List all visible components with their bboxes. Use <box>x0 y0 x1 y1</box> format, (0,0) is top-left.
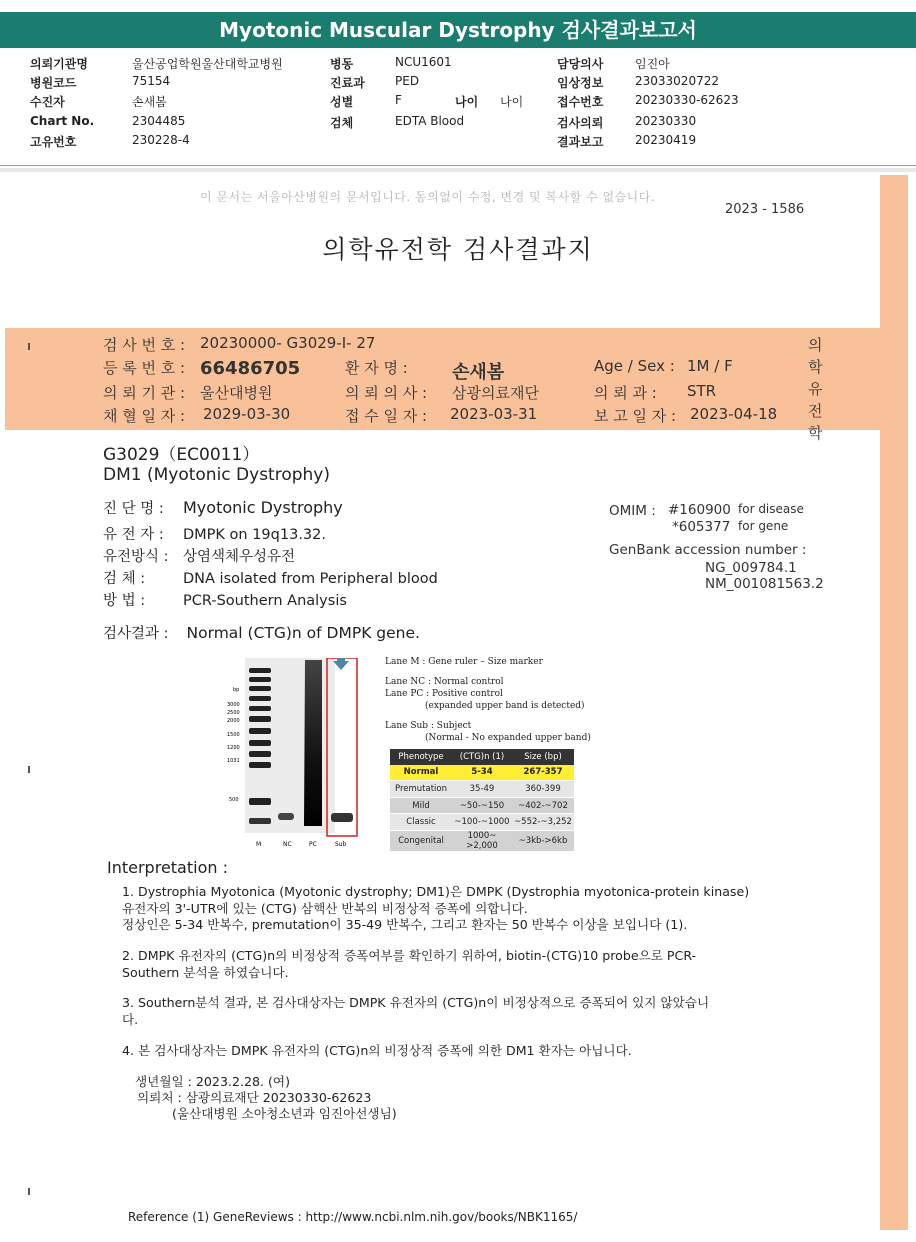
unique-value: 230228-4 <box>132 133 190 147</box>
test-name: DM1 (Myotonic Dystrophy) <box>103 465 331 485</box>
info-label: 방 법 : <box>103 593 146 609</box>
genbank-acc-2: NM_001081563.2 <box>705 576 824 592</box>
lane-sub-note: (Normal - No expanded upper band) <box>425 733 591 743</box>
result-date-value: 20230419 <box>635 133 697 147</box>
test-code: G3029（EC0011） <box>103 445 260 465</box>
doctor-value: 임진아 <box>635 57 670 71</box>
marker-label: 2000 <box>227 718 240 724</box>
info-value: 상염색체우성유전 <box>183 549 296 565</box>
table-cell: 1000~ >2,000 <box>452 830 512 851</box>
vertical-department-label <box>808 334 824 444</box>
table-cell: Premutation <box>390 781 452 798</box>
punch-mark <box>28 1188 30 1195</box>
result-label: 검사결과 : <box>103 626 169 642</box>
bp-label: bp <box>233 687 240 693</box>
chart-label: Chart No. <box>30 114 95 128</box>
footer-referrer: 의뢰처 : 삼광의료재단 20230330-62623 <box>137 1090 372 1105</box>
institution-box-value: 울산대병원 <box>200 384 273 402</box>
specimen-value: EDTA Blood <box>395 114 465 128</box>
omim-disease-text: for disease <box>738 502 804 516</box>
report-title-bar: Myotonic Muscular Dystrophy 검사결과보고서 <box>0 12 916 48</box>
interp-line: 3. Southern분석 결과, 본 검사대상자는 DMPK 유전자의 (CTG)n이 비정상적으로 증폭되어 있지 않았습니 <box>122 995 710 1010</box>
info-value: DMPK on 19q13.32. <box>183 527 326 543</box>
receipt-value: 20230330-62623 <box>635 93 739 107</box>
interp-line: 유전자의 3'-UTR에 있는 (CTG) 삼핵산 반복의 비정상적 증폭에 의합니다. <box>122 900 528 916</box>
table-cell: ~552-~3,252 <box>512 814 574 831</box>
interpretation-item-2 <box>122 948 802 981</box>
interpretation-item-3 <box>122 995 802 1028</box>
table-row <box>390 814 574 831</box>
result-value: Normal (CTG)n of DMPK gene. <box>186 624 420 642</box>
info-diagnosis <box>103 497 343 518</box>
dept-box-value: STR <box>687 382 717 400</box>
nc-band <box>278 813 294 820</box>
info-inheritance <box>103 545 295 566</box>
interp-line: 2. DMPK 유전자의 (CTG)n의 비정상적 증폭여부를 확인하기 위하여, biotin-(CTG)10 probe으로 PCR- <box>122 948 697 963</box>
footer-birth: 생년월일 : 2023.2.28. (여) <box>135 1074 291 1089</box>
hospital-code-value: 75154 <box>132 74 171 88</box>
reg-no-value: 66486705 <box>200 358 301 379</box>
ward-label: 병동 <box>330 57 354 71</box>
draw-date-label: 채 혈 일 자 : <box>103 407 186 425</box>
test-result <box>103 622 420 643</box>
header-divider <box>0 165 916 166</box>
lane-m-text: Lane M : Gene ruler – Size marker <box>385 657 543 667</box>
age-value: 나이 <box>500 95 524 109</box>
specimen-label: 검체 <box>330 116 354 130</box>
table-cell: Mild <box>390 797 452 814</box>
unique-label: 고유번호 <box>30 135 77 149</box>
clinical-value: 23033020722 <box>635 74 719 88</box>
patient-name-value: 손새봄 <box>452 362 505 383</box>
info-label: 유전방식 : <box>103 549 169 565</box>
omim-gene-text: for gene <box>738 519 789 533</box>
age-sex-label: Age / Sex : <box>594 357 675 375</box>
hospital-code-label: 병원코드 <box>30 76 77 90</box>
exam-no-label: 검 사 번 호 : <box>103 336 186 354</box>
report-date-value: 2023-04-18 <box>690 405 778 423</box>
info-label: 검 체 : <box>103 571 146 587</box>
pc-smear <box>304 660 322 826</box>
report-date-label: 보 고 일 자 : <box>594 407 677 425</box>
omim-gene-no: *605377 <box>672 519 731 535</box>
recv-date-label: 접 수 일 자 : <box>345 407 428 425</box>
lane-legend <box>385 656 591 744</box>
table-cell: Congenital <box>390 830 452 851</box>
table-row <box>390 830 574 851</box>
sex-label: 성별 <box>330 95 354 109</box>
request-label: 검사의뢰 <box>557 116 604 130</box>
marker-label: 1031 <box>227 758 240 764</box>
interpretation-heading: Interpretation : <box>107 858 228 877</box>
table-cell: 5-34 <box>452 765 512 781</box>
lane-label: NC <box>283 841 292 848</box>
interpretation-item-4 <box>122 1043 802 1060</box>
recv-date-value: 2023-03-31 <box>450 405 538 423</box>
institution-label: 의뢰기관명 <box>30 57 88 71</box>
document-title: 의학유전학 검사결과지 <box>322 235 594 264</box>
vertical-char: 학 <box>808 424 823 442</box>
marker-label: 3000 <box>227 702 240 708</box>
interpretation-item-1 <box>122 884 802 934</box>
table-row <box>390 765 574 781</box>
info-value: Myotonic Dystrophy <box>183 498 343 517</box>
marker-label: 1500 <box>227 732 240 738</box>
info-method <box>103 589 347 610</box>
vertical-char: 전 <box>808 402 823 420</box>
doctor-label: 담당의사 <box>557 57 604 71</box>
dept-box-label: 의 뢰 과 : <box>594 384 657 402</box>
exam-no-value: 20230000- G3029-I- 27 <box>200 334 376 352</box>
info-label: 진 단 명 : <box>103 501 164 517</box>
reg-no-label: 등 록 번 호 : <box>103 359 186 377</box>
interp-line: 다. <box>122 1011 139 1027</box>
patient-name-label: 환 자 명 : <box>345 359 408 377</box>
table-cell: ~3kb->6kb <box>512 830 574 851</box>
patient-value: 손새봄 <box>132 95 167 109</box>
interp-line: 정상인은 5-34 반복수, premutation이 35-49 반복수, 그리고 환자는 50 반복수 이상을 보입니다 (1). <box>122 917 688 932</box>
clinical-label: 임상정보 <box>557 76 604 90</box>
institution-value: 울산공업학원울산대학교병원 <box>132 57 283 71</box>
table-cell: ~100-~1000 <box>452 814 512 831</box>
sub-band <box>331 813 353 822</box>
info-gene <box>103 523 326 544</box>
doctor-box-value: 삼광의료재단 <box>452 384 539 402</box>
gel-image <box>225 658 375 850</box>
chart-value: 2304485 <box>132 114 186 128</box>
info-value: PCR-Southern Analysis <box>183 593 347 609</box>
marker-label: 500 <box>229 797 239 803</box>
table-header <box>390 749 574 765</box>
draw-date-value: 2029-03-30 <box>203 405 291 423</box>
vertical-char: 유 <box>808 380 823 398</box>
table-header-cell: (CTG)n (1) <box>452 749 512 765</box>
age-sex-value: 1M / F <box>687 357 733 375</box>
sex-value: F <box>395 93 402 107</box>
table-cell: 35-49 <box>452 781 512 798</box>
interp-line: Southern 분석을 하였습니다. <box>122 964 289 980</box>
punch-mark <box>28 766 30 773</box>
lane-label: M <box>256 841 262 848</box>
table-header-cell: Phenotype <box>390 749 452 765</box>
interp-line: 4. 본 검사대상자는 DMPK 유전자의 (CTG)n의 비정상적 증폭에 의한 DM1 환자는 아닙니다. <box>122 1043 632 1058</box>
omim-disease-no: #160900 <box>668 502 731 518</box>
request-value: 20230330 <box>635 114 697 128</box>
interp-line: 1. Dystrophia Myotonica (Myotonic dystrophy; DM1)은 DMPK (Dystrophia myotonica-protein kinase) <box>122 884 750 899</box>
lane-nc-text: Lane NC : Normal control <box>385 677 504 687</box>
table-cell: Classic <box>390 814 452 831</box>
marker-label: 1200 <box>227 745 240 751</box>
vertical-char: 학 <box>808 358 823 376</box>
institution-box-label: 의 뢰 기 관 : <box>103 384 186 402</box>
patient-label: 수진자 <box>30 95 65 109</box>
table-row <box>390 781 574 798</box>
marker-label: 2500 <box>227 710 240 716</box>
table-row <box>390 797 574 814</box>
ward-value: NCU1601 <box>395 55 452 69</box>
lane-pc-note: (expanded upper band is detected) <box>425 701 585 711</box>
lane-pc-text: Lane PC : Positive control <box>385 689 503 699</box>
dept-value: PED <box>395 74 420 88</box>
receipt-label: 접수번호 <box>557 95 604 109</box>
table-cell: 267-357 <box>512 765 574 781</box>
table-header-cell: Size (bp) <box>512 749 574 765</box>
reference: Reference (1) GeneReviews : http://www.ncbi.nlm.nih.gov/books/NBK1165/ <box>128 1210 578 1224</box>
info-value: DNA isolated from Peripheral blood <box>183 571 438 587</box>
info-specimen <box>103 567 438 588</box>
punch-mark <box>28 343 30 350</box>
footer-dept: (울산대병원 소아청소년과 임진아선생님) <box>172 1106 397 1121</box>
dept-label: 진료과 <box>330 76 365 90</box>
genbank-label: GenBank accession number : <box>609 542 807 558</box>
document-number: 2023 - 1586 <box>725 202 805 217</box>
result-date-label: 결과보고 <box>557 135 604 149</box>
info-label: 유 전 자 : <box>103 527 164 543</box>
lane-label: Sub <box>335 841 347 848</box>
table-cell: 360-399 <box>512 781 574 798</box>
doctor-box-label: 의 뢰 의 사 : <box>345 384 428 402</box>
table-cell: ~50-~150 <box>452 797 512 814</box>
vertical-char: 의 <box>808 336 823 354</box>
lane-sub-text: Lane Sub : Subject <box>385 721 472 731</box>
table-cell: ~402-~702 <box>512 797 574 814</box>
omim-label: OMIM : <box>609 503 656 519</box>
lane-label: PC <box>309 841 317 848</box>
age-label: 나이 <box>455 95 479 109</box>
watermark: 이 문서는 서울아산병원의 문서입니다. 동의없이 수정, 변경 및 복사할 수 없습니다. <box>200 190 656 204</box>
phenotype-table <box>390 749 574 852</box>
genbank-acc-1: NG_009784.1 <box>705 560 797 576</box>
table-cell: Normal <box>390 765 452 781</box>
